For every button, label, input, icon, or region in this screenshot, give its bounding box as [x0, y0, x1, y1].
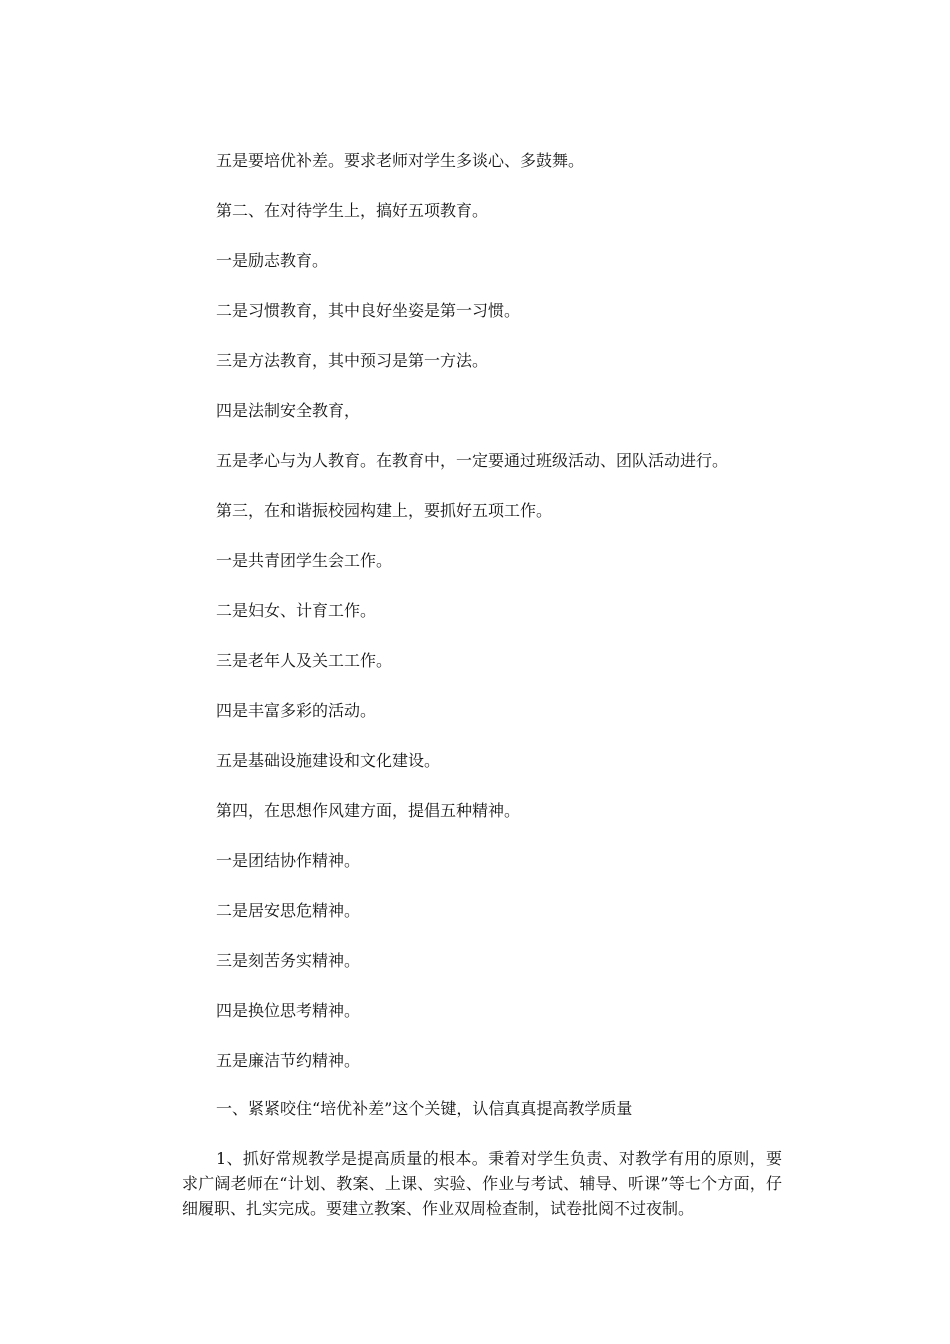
paragraph: 一是共青团学生会工作。	[216, 551, 393, 570]
paragraph: 四是丰富多彩的活动。	[216, 701, 377, 720]
paragraph: 二是妇女、计育工作。	[216, 601, 377, 620]
paragraph: 三是老年人及关工工作。	[216, 651, 393, 670]
paragraph: 五是要培优补差。要求老师对学生多谈心、多鼓舞。	[216, 151, 585, 170]
paragraph: 第四，在思想作风建方面，提倡五种精神。	[216, 801, 521, 820]
section-heading: 一、紧紧咬住“培优补差”这个关键，认信真真提高教学质量	[216, 1099, 633, 1118]
paragraph: 四是法制安全教育，	[216, 401, 361, 420]
paragraph: 一是励志教育。	[216, 251, 329, 270]
paragraph: 二是居安思危精神。	[216, 901, 361, 920]
paragraph: 五是基础设施建设和文化建设。	[216, 751, 441, 770]
paragraph: 第三，在和谐振校园构建上，要抓好五项工作。	[216, 501, 553, 520]
paragraph: 三是刻苦务实精神。	[216, 951, 361, 970]
paragraph: 三是方法教育，其中预习是第一方法。	[216, 351, 489, 370]
paragraph: 一是团结协作精神。	[216, 851, 361, 870]
paragraph-multiline: 1、抓好常规教学是提高质量的根本。秉着对学生负责、对教学有用的原则，要求广阔老师在“计划、教案、上课、实验、作业与考试、辅导、听课”等七个方面，仔细履职、扎实完成。要建立教案、作业双周检查制，试卷批阅不过夜制。	[182, 1149, 782, 1218]
paragraph: 五是孝心与为人教育。在教育中，一定要通过班级活动、团队活动进行。	[216, 451, 729, 470]
paragraph: 二是习惯教育，其中良好坐姿是第一习惯。	[216, 301, 521, 320]
paragraph: 第二、在对待学生上，搞好五项教育。	[216, 201, 489, 220]
paragraph: 四是换位思考精神。	[216, 1001, 361, 1020]
paragraph: 五是廉洁节约精神。	[216, 1051, 361, 1070]
